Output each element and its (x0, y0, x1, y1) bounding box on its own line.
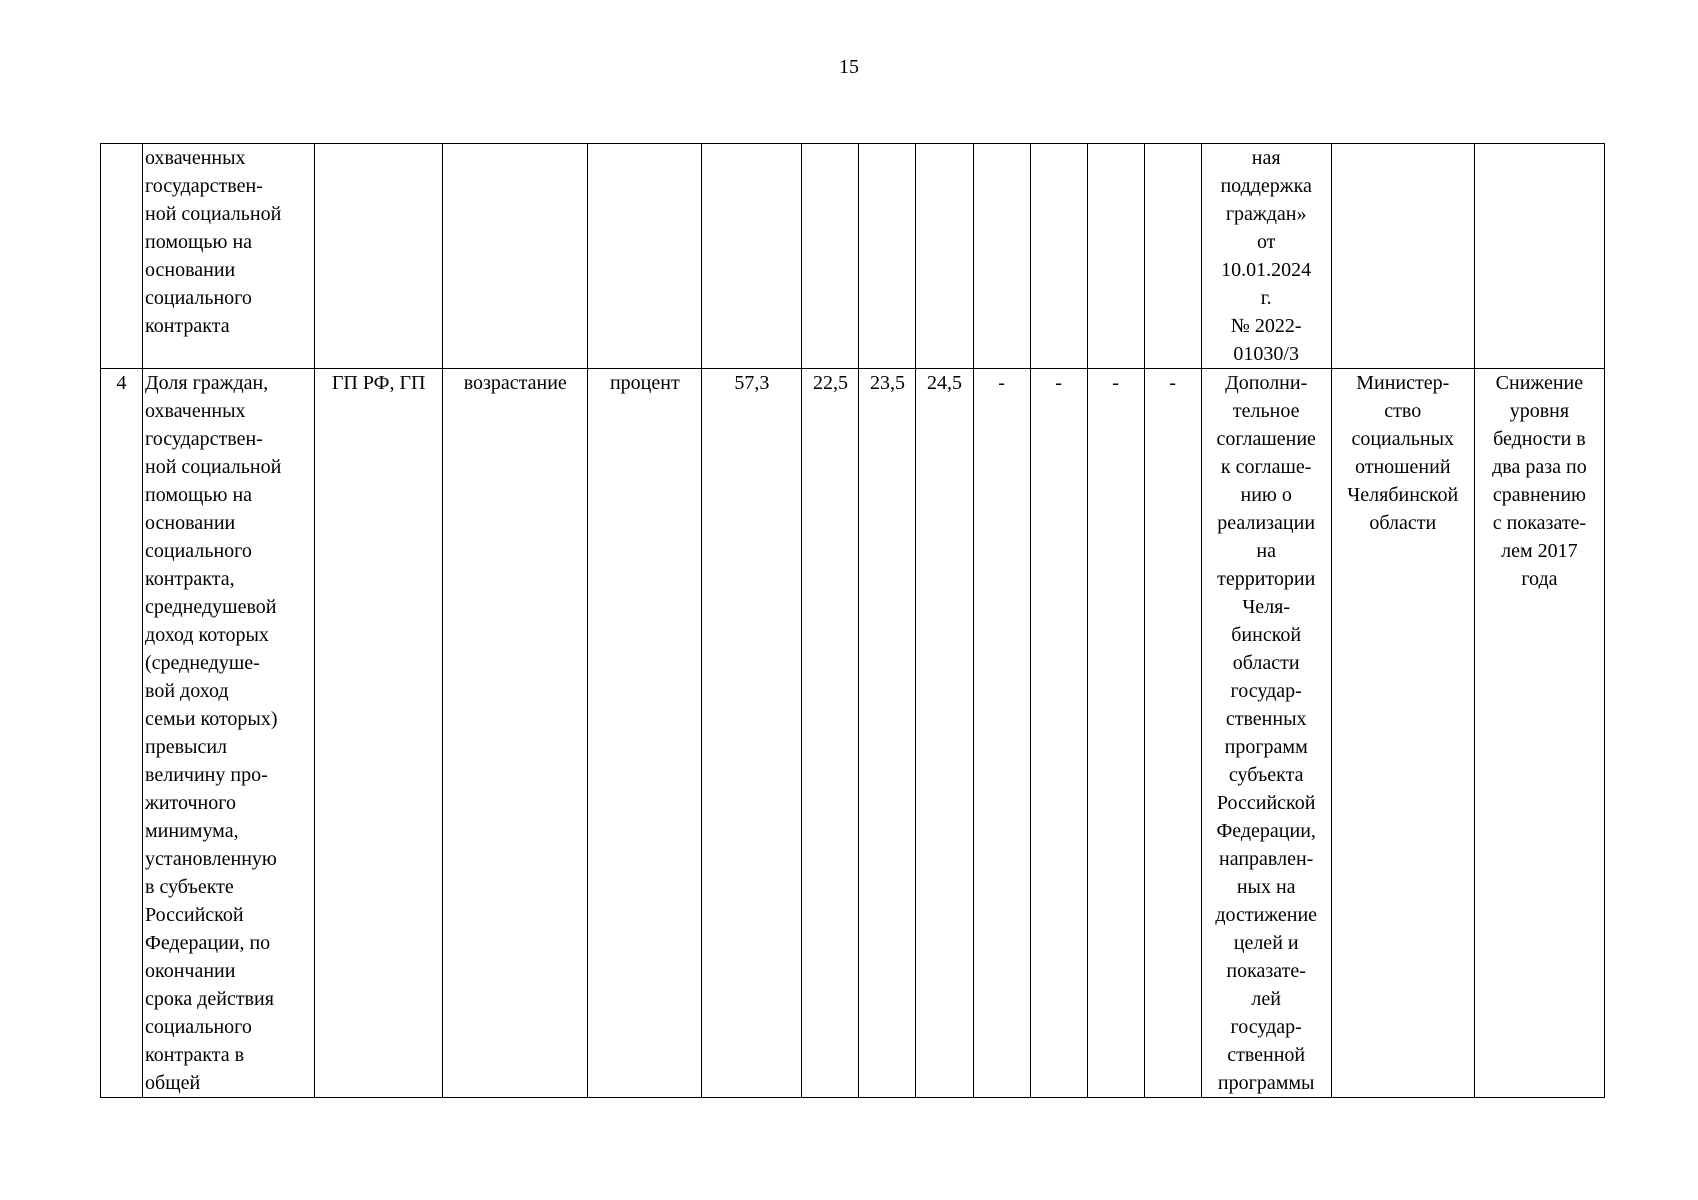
cell-base-value: 57,3 (702, 369, 802, 1098)
cell-base-value (702, 144, 802, 369)
cell-value-3: 24,5 (916, 369, 973, 1098)
table-row-continuation (101, 144, 1605, 369)
cell-number: 4 (101, 369, 143, 1098)
cell-program-type (315, 144, 443, 369)
cell-value-2: 23,5 (859, 369, 916, 1098)
page-number: 15 (839, 56, 859, 78)
cell-responsible: Министер- ство социальных отношений Челябинской области (1331, 369, 1474, 1098)
table-row-4 (101, 369, 1605, 1098)
cell-indicator-continued: охваченных государствен- ной социальной помощью на основании социального контракта (143, 144, 315, 369)
cell-basis-continued: ная поддержка граждан» от 10.01.2024 г. № 2022- 01030/3 (1201, 144, 1331, 369)
cell-value (859, 144, 916, 369)
cell-unit: процент (588, 369, 702, 1098)
cell-value-6: - (1087, 369, 1144, 1098)
cell-value-7: - (1144, 369, 1201, 1098)
cell-value-4: - (973, 369, 1030, 1098)
cell-value-1: 22,5 (802, 369, 859, 1098)
indicators-table (100, 143, 1605, 1098)
cell-value (1087, 144, 1144, 369)
cell-number (101, 144, 143, 369)
cell-responsible (1331, 144, 1474, 369)
cell-value (1030, 144, 1087, 369)
cell-value (973, 144, 1030, 369)
cell-value (916, 144, 973, 369)
cell-trend (443, 144, 588, 369)
cell-trend: возрастание (443, 369, 588, 1098)
cell-basis: Дополни- тельное соглашение к соглаше- нию о реализации на территории Челя- бинской области государ- ственных программ субъекта Российской Федерации, направлен- ных на достижение целей и показате- лей государ- ственной программы (1201, 369, 1331, 1098)
cell-unit (588, 144, 702, 369)
cell-program-type: ГП РФ, ГП (315, 369, 443, 1098)
cell-indicator: Доля граждан, охваченных государствен- ной социальной помощью на основании социального контракта, среднедушевой доход которых (среднедуше- вой доход семьи которых) превысил величину про- житочного минимума, установленную в субъекте Российской Федерации, по окончании срока действия социального контракта в общей (143, 369, 315, 1098)
cell-goal: Снижение уровня бедности в два раза по сравнению с показате- лем 2017 года (1474, 369, 1604, 1098)
cell-value-5: - (1030, 369, 1087, 1098)
cell-value (802, 144, 859, 369)
cell-value (1144, 144, 1201, 369)
cell-goal (1474, 144, 1604, 369)
